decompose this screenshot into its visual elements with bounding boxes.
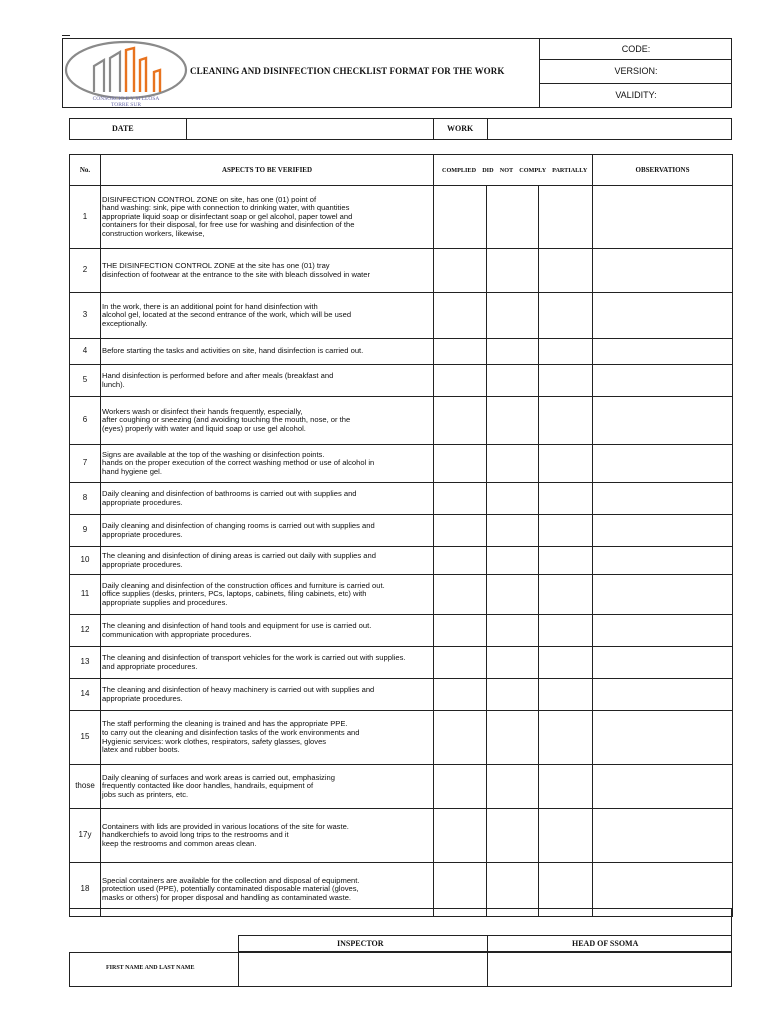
row-number: 4 [70,339,101,365]
not-complied-cell[interactable] [487,575,539,615]
table-row [70,249,733,293]
not-complied-cell[interactable] [487,515,539,547]
table-row [70,711,733,765]
status-header: COMPLIED DID NOT COMPLY PARTIALLY [434,155,593,186]
header-row-line [539,83,732,84]
aspect-text: Special containers are available for the collection and disposal of equipment. protection used (PPE), potentially contaminated disposable material (gloves, masks or others) for proper disposal and handling as contaminated waste. [101,863,434,917]
complied-cell[interactable] [434,249,487,293]
observations-cell[interactable] [593,483,733,515]
partially-cell[interactable] [539,249,593,293]
complied-cell[interactable] [434,186,487,249]
not-complied-cell[interactable] [487,765,539,809]
not-complied-cell[interactable] [487,547,539,575]
complied-cell[interactable] [434,679,487,711]
aspect-text: Containers with lids are provided in various locations of the site for waste. handkerchiefs to avoid long trips to the restrooms and it keep the restrooms and common areas clean. [101,809,434,863]
not-complied-cell[interactable] [487,397,539,445]
work-label: WORK [447,124,474,133]
row-number: 2 [70,249,101,293]
complied-cell[interactable] [434,615,487,647]
table-row [70,679,733,711]
inspector-name-field[interactable] [240,954,486,986]
aspect-text: THE DISINFECTION CONTROL ZONE at the site has one (01) tray disinfection of footwear at the entrance to the site with bleach dissolved in water [101,249,434,293]
observations-cell[interactable] [593,647,733,679]
table-row [70,293,733,339]
name-label: FIRST NAME AND LAST NAME [106,965,195,971]
partially-cell[interactable] [539,365,593,397]
aspect-text: The staff performing the cleaning is trained and has the appropriate PPE. to carry out the cleaning and disinfection tasks of the work environments and Hygienic services: work clothes, respirators, safety glasses, gloves latex and rubber boots. [101,711,434,765]
partially-cell[interactable] [539,765,593,809]
observations-cell[interactable] [593,615,733,647]
work-field[interactable] [489,120,731,138]
row-number: 11 [70,575,101,615]
not-complied-cell[interactable] [487,445,539,483]
complied-cell[interactable] [434,445,487,483]
row-number: 13 [70,647,101,679]
aspect-text: Signs are available at the top of the washing or disinfection points. hands on the proper execution of the correct washing method or use of alcohol in hand hygiene gel. [101,445,434,483]
not-complied-cell[interactable] [487,293,539,339]
logo-text-line-1: CONSORCIO E Y M LLOSA [92,96,160,102]
table-row [70,615,733,647]
aspect-text: The cleaning and disinfection of heavy machinery is carried out with supplies and appropriate procedures. [101,679,434,711]
corner-mark [62,35,70,36]
partially-cell[interactable] [539,293,593,339]
observations-cell[interactable] [593,547,733,575]
partially-cell[interactable] [539,679,593,711]
validity-label: VALIDITY: [615,90,657,100]
partially-cell[interactable] [539,615,593,647]
aspect-text: The cleaning and disinfection of dining areas is carried out daily with supplies and appropriate procedures. [101,547,434,575]
aspect-text: The cleaning and disinfection of hand tools and equipment for use is carried out. communication with appropriate procedures. [101,615,434,647]
row-number: 1 [70,186,101,249]
not-complied-cell[interactable] [487,615,539,647]
date-label: DATE [112,124,134,133]
not-complied-cell[interactable] [487,365,539,397]
table-row [70,575,733,615]
observations-cell[interactable] [593,711,733,765]
complied-cell[interactable] [434,293,487,339]
version-label: VERSION: [614,66,658,76]
observations-cell[interactable] [593,809,733,863]
not-complied-cell[interactable] [487,647,539,679]
code-label: CODE: [621,44,651,54]
table-row [70,397,733,445]
signature-spacer [69,908,732,935]
logo-tower-orange [126,48,160,92]
table-body [70,186,733,917]
observations-cell[interactable] [593,249,733,293]
row-number: 12 [70,615,101,647]
complied-cell[interactable] [434,711,487,765]
complied-cell[interactable] [434,339,487,365]
not-complied-cell[interactable] [487,483,539,515]
aspect-text: Workers wash or disinfect their hands frequently, especially, after coughing or sneezing (and avoiding touching the mouth, nose, or the (eyes) properly with water and liquid soap or use gel alcohol. [101,397,434,445]
aspect-text: Hand disinfection is performed before and after meals (breakfast and lunch). [101,365,434,397]
inspector-label: INSPECTOR [337,939,384,948]
table-row [70,339,733,365]
table-row [70,515,733,547]
partially-cell[interactable] [539,186,593,249]
complied-cell[interactable] [434,515,487,547]
aspect-text: Daily cleaning and disinfection of bathrooms is carried out with supplies and appropriate procedures. [101,483,434,515]
aspect-text: DISINFECTION CONTROL ZONE on site, has one (01) point of hand washing: sink, pipe with connection to drinking water, with quantities appropriate liquid soap or disinfectant soap or gel alcohol, paper towel and containers for their disposal, for free use for washing and disinfection of the construction workers, likewise, [101,186,434,249]
complied-cell[interactable] [434,809,487,863]
partially-cell[interactable] [539,575,593,615]
complied-cell[interactable] [434,547,487,575]
observations-cell[interactable] [593,365,733,397]
row-number: 5 [70,365,101,397]
head-ssoma-name-field[interactable] [489,954,731,986]
aspect-text: Daily cleaning of surfaces and work areas is carried out, emphasizing frequently contacted like door handles, handrails, equipment of jobs such as printers, etc. [101,765,434,809]
aspect-text: Daily cleaning and disinfection of the construction offices and furniture is carried out. office supplies (desks, printers, PCs, laptops, cabinets, filing cabinets, etc) with appropriate supplies and procedures. [101,575,434,615]
observations-cell[interactable] [593,765,733,809]
table-row [70,809,733,863]
not-complied-cell[interactable] [487,339,539,365]
aspect-text: In the work, there is an additional point for hand disinfection with alcohol gel, located at the second entrance of the work, which will be used exceptionally. [101,293,434,339]
table-row [70,765,733,809]
observations-cell[interactable] [593,186,733,249]
row-number: 6 [70,397,101,445]
aspect-text: Before starting the tasks and activities on site, hand disinfection is carried out. [101,339,434,365]
row-divider [433,118,434,140]
partially-cell[interactable] [539,515,593,547]
partially-cell[interactable] [539,339,593,365]
checklist-table [69,154,733,917]
table-row [70,647,733,679]
observations-cell[interactable] [593,397,733,445]
not-complied-cell[interactable] [487,809,539,863]
not-complied-cell[interactable] [487,679,539,711]
observations-cell[interactable] [593,575,733,615]
row-number: 18 [70,863,101,917]
aspect-text: Daily cleaning and disinfection of changing rooms is carried out with supplies and appropriate procedures. [101,515,434,547]
observations-header: OBSERVATIONS [593,155,733,186]
complied-cell[interactable] [434,575,487,615]
table-row [70,483,733,515]
signature-header [238,935,732,952]
partially-cell[interactable] [539,483,593,515]
table-row [70,445,733,483]
table-header-row [70,155,733,186]
row-divider [487,118,488,140]
partially-cell[interactable] [539,547,593,575]
partially-cell[interactable] [539,711,593,765]
complied-cell[interactable] [434,765,487,809]
not-complied-cell[interactable] [487,249,539,293]
observations-cell[interactable] [593,293,733,339]
no-header: No. [70,155,101,186]
complied-cell[interactable] [434,365,487,397]
row-number: those [70,765,101,809]
row-number: 17y [70,809,101,863]
not-complied-cell[interactable] [487,186,539,249]
aspects-header: ASPECTS TO BE VERIFIED [101,155,434,186]
row-number: 8 [70,483,101,515]
complied-cell[interactable] [434,647,487,679]
logo-text-line-2: TORRE SUR [110,102,141,108]
document-title: CLEANING AND DISINFECTION CHECKLIST FORMAT FOR THE WORK [190,66,505,76]
partially-cell[interactable] [539,397,593,445]
row-divider [186,118,187,140]
observations-cell[interactable] [593,515,733,547]
observations-cell[interactable] [593,339,733,365]
row-number: 15 [70,711,101,765]
partially-cell[interactable] [539,809,593,863]
row-number: 14 [70,679,101,711]
observations-cell[interactable] [593,445,733,483]
not-complied-cell[interactable] [487,711,539,765]
partially-cell[interactable] [539,445,593,483]
table-row [70,365,733,397]
partially-cell[interactable] [539,647,593,679]
row-number: 7 [70,445,101,483]
date-field[interactable] [188,120,432,138]
observations-cell[interactable] [593,679,733,711]
row-number: 3 [70,293,101,339]
aspect-text: The cleaning and disinfection of transport vehicles for the work is carried out with supplies. and appropriate procedures. [101,647,434,679]
row-number: 10 [70,547,101,575]
table-row [70,186,733,249]
complied-cell[interactable] [434,397,487,445]
row-number: 9 [70,515,101,547]
logo-tower-gray [94,52,120,92]
complied-cell[interactable] [434,483,487,515]
logo-text [64,96,188,108]
header-row-line [539,59,732,60]
table-row [70,547,733,575]
head-ssoma-label: HEAD OF SSOMA [572,939,639,948]
